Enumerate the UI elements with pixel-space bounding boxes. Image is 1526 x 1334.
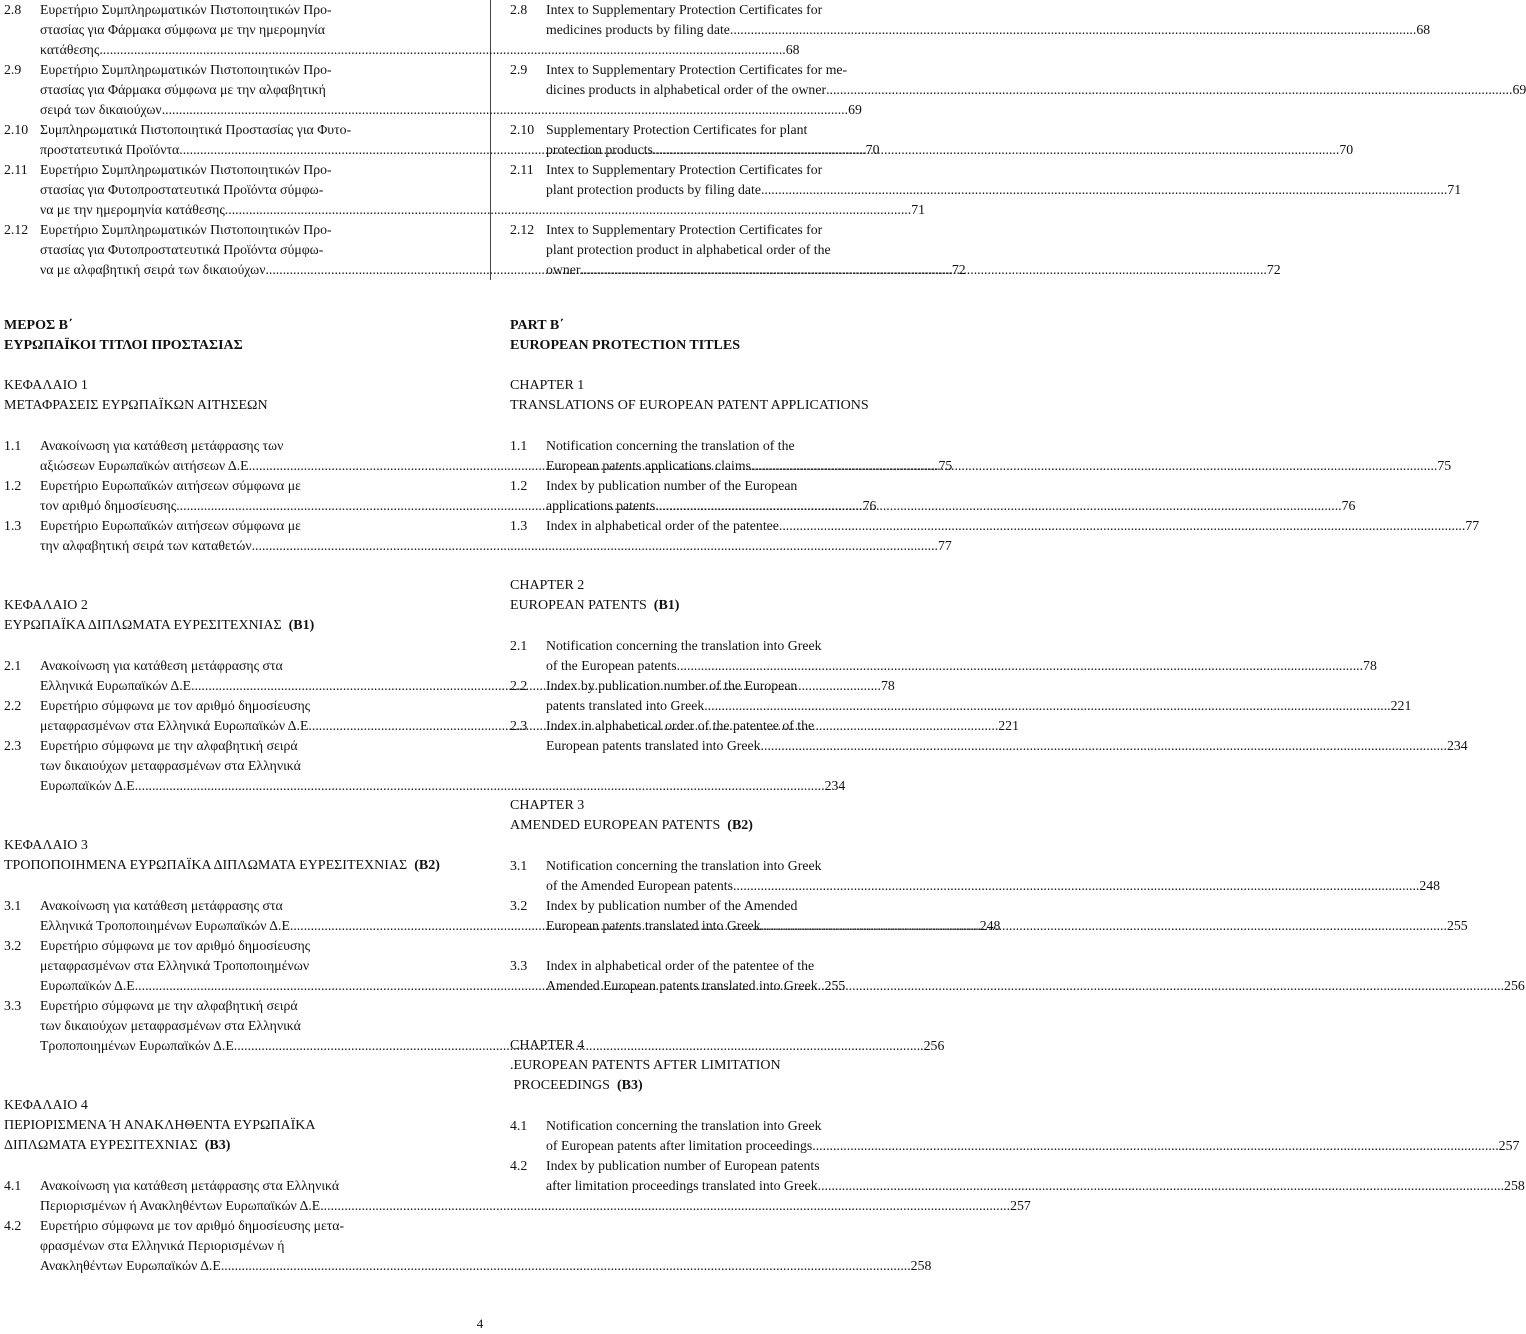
entry-text-line: of European patents after limitation proceedings xyxy=(546,1138,813,1153)
entry-page-number: 255 xyxy=(824,978,846,993)
toc-entry xyxy=(510,160,1462,200)
entry-last-line xyxy=(546,516,1480,536)
chapter-title xyxy=(4,1136,460,1156)
entry-number: 1.3 xyxy=(4,518,22,533)
entry-body xyxy=(546,676,1412,716)
entry-last-line xyxy=(40,536,952,556)
entry-number: 2.11 xyxy=(510,162,534,177)
entry-number: 1.2 xyxy=(510,478,528,493)
dot-leader xyxy=(655,496,1341,516)
entry-page-number: 78 xyxy=(880,678,895,693)
spacer xyxy=(4,1276,460,1296)
entry-page-number: 221 xyxy=(1390,698,1412,713)
entry-body xyxy=(546,60,1526,100)
chapter-label: CHAPTER 1 xyxy=(510,378,585,393)
dot-leader xyxy=(812,1136,1498,1156)
chapter-title-text: ΠΕΡΙΟΡΙΣΜΕΝΑ Ή ΑΝΑΚΛΗΘΕΝΤΑ ΕΥΡΩΠΑΪΚΑ xyxy=(4,1118,316,1133)
entry-page-number: 255 xyxy=(1446,918,1468,933)
entry-number: 4.2 xyxy=(4,1218,22,1233)
chapter-title xyxy=(510,596,962,616)
spacer xyxy=(4,1076,460,1096)
entry-text-line: Ευρετήριο Συμπληρωματικών Πιστοποιητικών Προ- xyxy=(40,2,332,17)
entry-text-line: Ευρετήριο Συμπληρωματικών Πιστοποιητικών Προ- xyxy=(40,162,332,177)
entry-page-number: 256 xyxy=(923,1038,945,1053)
page-number: 4 xyxy=(476,1316,484,1331)
entry-number: 2.1 xyxy=(510,638,528,653)
spacer xyxy=(4,1056,460,1076)
entry-page-number: 78 xyxy=(1363,658,1377,673)
spacer xyxy=(510,936,962,956)
toc-entry xyxy=(510,60,1526,100)
entry-number: 2.8 xyxy=(4,2,22,17)
entry-page-number: 68 xyxy=(1416,22,1431,37)
entry-text-line: Intex to Supplementary Protection Certificates for me- xyxy=(546,62,848,77)
entry-text-line: αξιώσεων Ευρωπαϊκών αιτήσεων Δ.Ε. xyxy=(40,458,253,473)
entry-text-line: στασίας για Φάρμακα σύμφωνα με την ημερομηνία xyxy=(40,22,326,37)
entry-body xyxy=(40,1216,932,1276)
chapter-code: (B1) xyxy=(653,598,680,613)
dot-leader xyxy=(704,696,1390,716)
spacer xyxy=(510,200,962,220)
entry-text-line: Ευρετήριο Ευρωπαϊκών αιτήσεων σύμφωνα με xyxy=(40,518,301,533)
entry-text-line: Index in alphabetical order of the patentee xyxy=(546,518,779,533)
entry-text-line: owner xyxy=(546,262,581,277)
toc-entry xyxy=(4,1216,932,1276)
toc-entry xyxy=(510,436,1452,476)
entry-text-line: Ελληνικά Τροποποιημένων Ευρωπαϊκών Δ.Ε. xyxy=(40,918,294,933)
entry-page-number: 234 xyxy=(824,778,846,793)
spacer xyxy=(510,1216,962,1236)
entry-text-line: Index in alphabetical order of the patentee of the xyxy=(546,718,815,733)
dot-leader xyxy=(224,1256,910,1276)
entry-text-line: Ευρετήριο σύμφωνα με τον αριθμό δημοσίευσης xyxy=(40,698,311,713)
entry-text-line: να με την ημερομηνία κατάθεσης xyxy=(40,202,225,217)
toc-entry xyxy=(510,1116,1520,1156)
entry-text-line: Index by publication number of the European xyxy=(546,478,798,493)
entry-last-line xyxy=(546,260,1281,280)
entry-text-line: των δικαιούχων μεταφρασμένων στα Ελληνικά xyxy=(40,758,301,773)
entry-number: 3.3 xyxy=(510,958,528,973)
chapter-label: CHAPTER 2 xyxy=(510,578,585,593)
dot-leader xyxy=(818,1176,1504,1196)
entry-page-number: 258 xyxy=(910,1258,932,1273)
entry-page-number: 76 xyxy=(862,498,877,513)
spacer xyxy=(510,756,962,776)
entry-page-number: 68 xyxy=(785,42,800,57)
part-b-english xyxy=(510,316,1525,1236)
entry-text-line: Intex to Supplementary Protection Certificates for xyxy=(546,162,823,177)
entry-last-line xyxy=(40,200,925,220)
entry-last-line xyxy=(546,1176,1525,1196)
dot-leader xyxy=(761,180,1447,200)
entry-last-line xyxy=(546,1136,1520,1156)
entry-number: 2.1 xyxy=(4,658,22,673)
entry-text-line: Notification concerning the translation into Greek xyxy=(546,858,822,873)
spacer xyxy=(510,1016,962,1036)
chapter-title-text: ΔΙΠΛΩΜΑΤΑ ΕΥΡΕΣΙΤΕΧΝΙΑΣ xyxy=(4,1138,198,1153)
entry-text-line: στασίας για Φάρμακα σύμφωνα με την αλφαβητική xyxy=(40,82,326,97)
entry-text-line: protection products xyxy=(546,142,653,157)
chapter-label: ΚΕΦΑΛΑΙΟ 2 xyxy=(4,598,88,613)
entry-text-line: of the Amended European patents xyxy=(546,878,733,893)
entry-text-line: Ευρετήριο Συμπληρωματικών Πιστοποιητικών Προ- xyxy=(40,222,332,237)
chapter-code: (B2) xyxy=(727,818,753,833)
entry-body xyxy=(546,636,1377,676)
entry-text-line: Ανακοίνωση για κατάθεση μετάφρασης στα xyxy=(40,898,283,913)
spacer xyxy=(510,536,962,556)
entry-last-line xyxy=(546,736,1468,756)
entry-text-line: των δικαιούχων μεταφρασμένων στα Ελληνικά xyxy=(40,1018,301,1033)
entry-page-number: 257 xyxy=(1010,1198,1031,1213)
chapter-label: CHAPTER 3 xyxy=(510,798,585,813)
chapter-code: (Β1) xyxy=(288,618,315,633)
entry-text-line: προστατευτικά Προϊόντα xyxy=(40,142,180,157)
entry-page-number: 76 xyxy=(1341,498,1356,513)
entry-text-line: European patents applications claims xyxy=(546,458,751,473)
entry-body xyxy=(546,120,1354,160)
entry-page-number: 75 xyxy=(1437,458,1452,473)
entry-body xyxy=(546,856,1441,896)
entry-text-line: Ανακοίνωση για κατάθεση μετάφρασης στα xyxy=(40,658,283,673)
entry-text-line: Τροποποιημένων Ευρωπαϊκών Δ.Ε. xyxy=(40,1038,238,1053)
dot-leader xyxy=(733,876,1419,896)
entry-text-line: σειρά των δικαιούχων xyxy=(40,102,162,117)
entry-text-line: after limitation proceedings translated into Greek xyxy=(546,1178,818,1193)
entry-last-line xyxy=(40,776,846,796)
entry-number: 2.11 xyxy=(4,162,28,177)
entry-last-line xyxy=(546,456,1452,476)
dot-leader xyxy=(677,656,1363,676)
entry-text-line: Συμπληρωματικά Πιστοποιητικά Προστασίας για Φυτο- xyxy=(40,122,352,137)
entry-number: 1.3 xyxy=(510,518,528,533)
entry-page-number: 258 xyxy=(1504,1178,1525,1193)
spacer xyxy=(510,556,962,576)
dot-leader xyxy=(761,736,1447,756)
entry-text-line: medicines products by filing date xyxy=(546,22,730,37)
entry-page-number: 256 xyxy=(1504,978,1525,993)
entry-text-line: Περιορισμένων ή Ανακληθέντων Ευρωπαϊκών Δ.Ε. xyxy=(40,1198,324,1213)
toc-entry xyxy=(510,636,1377,676)
entry-text-line: στασίας για Φυτοπροστατευτικά Προϊόντα σύμφω- xyxy=(40,242,324,257)
entry-text-line: European patents translated into Greek xyxy=(546,738,761,753)
part-subtitle: ΕΥΡΩΠΑΪΚΟΙ ΤΙΤΛΟΙ ΠΡΟΣΤΑΣΙΑΣ xyxy=(4,338,243,353)
entry-text-line: Ελληνικά Ευρωπαϊκών Δ.Ε. xyxy=(40,678,195,693)
entry-number: 1.1 xyxy=(4,438,22,453)
entry-last-line xyxy=(546,140,1354,160)
toc-entry xyxy=(510,1156,1525,1196)
entry-number: 3.1 xyxy=(4,898,22,913)
entry-text-line: Index by publication number of European patents xyxy=(546,1158,820,1173)
entry-text-line: Intex to Supplementary Protection Certificates for xyxy=(546,222,823,237)
toc-entry xyxy=(510,220,1281,280)
entry-last-line xyxy=(546,696,1412,716)
entry-text-line: την αλφαβητική σειρά των καταθετών xyxy=(40,538,252,553)
spacer xyxy=(4,636,460,656)
entry-text-line: Notification concerning the translation of the xyxy=(546,438,795,453)
spacer xyxy=(510,776,962,796)
entry-text-line: plant protection product in alphabetical order of the xyxy=(546,242,831,257)
chapter-title-text: ΕΥΡΩΠΑΪΚΑ ΔΙΠΛΩΜΑΤΑ ΕΥΡΕΣΙΤΕΧΝΙΑΣ xyxy=(4,618,282,633)
spacer xyxy=(4,876,460,896)
chapter-title-text: ΜΕΤΑΦΡΑΣΕΙΣ ΕΥΡΩΠΑΪΚΩΝ ΑΙΤΗΣΕΩΝ xyxy=(4,398,268,413)
entry-number: 2.9 xyxy=(510,62,528,77)
entry-text-line: Ευρετήριο σύμφωνα με την αλφαβητική σειρά xyxy=(40,998,298,1013)
entry-page-number: 234 xyxy=(1446,738,1468,753)
entry-last-line xyxy=(40,40,800,60)
entry-text-line: European patents translated into Greek xyxy=(546,918,761,933)
entry-text-line: Ανακοίνωση για κατάθεση μετάφρασης στα Ελληνικά xyxy=(40,1178,340,1193)
chapter-title-text: PROCEEDINGS xyxy=(510,1078,610,1093)
entry-page-number: 248 xyxy=(1419,878,1441,893)
chapter-label: ΚΕΦΑΛΑΙΟ 3 xyxy=(4,838,88,853)
entry-body xyxy=(546,476,1356,516)
entry-number: 2.10 xyxy=(510,122,535,137)
spacer xyxy=(510,616,962,636)
entry-text-line: Ευρωπαϊκών Δ.Ε. xyxy=(40,978,139,993)
dot-leader xyxy=(818,976,1504,996)
entry-body xyxy=(546,160,1462,200)
entry-text-line: να με αλφαβητική σειρά των δικαιούχων xyxy=(40,262,266,277)
chapter-label: ΚΕΦΑΛΑΙΟ 1 xyxy=(4,378,88,393)
entry-text-line: Ανακοίνωση για κατάθεση μετάφρασης των xyxy=(40,438,284,453)
entry-text-line: στασίας για Φυτοπροστατευτικά Προϊόντα σύμφω- xyxy=(40,182,324,197)
entry-body xyxy=(546,436,1452,476)
entry-number: 2.3 xyxy=(510,718,528,733)
part-title: ΜΕΡΟΣ Β΄ xyxy=(4,318,73,333)
entry-number: 3.2 xyxy=(510,898,528,913)
entry-text-line: Notification concerning the translation into Greek xyxy=(546,1118,822,1133)
entry-text-line: Ευρετήριο Συμπληρωματικών Πιστοποιητικών Προ- xyxy=(40,62,332,77)
entry-number: 4.2 xyxy=(510,1158,528,1173)
spacer xyxy=(4,416,460,436)
entry-number: 2.8 xyxy=(510,2,528,17)
entry-number: 2.12 xyxy=(510,222,535,237)
entry-number: 1.2 xyxy=(4,478,22,493)
dot-leader xyxy=(761,916,1447,936)
chapter-label: CHAPTER 4 xyxy=(510,1038,585,1053)
spacer xyxy=(4,576,460,596)
chapter-title xyxy=(510,1076,962,1096)
dot-leader xyxy=(779,516,1465,536)
entry-number: 2.12 xyxy=(4,222,29,237)
entry-text-line: patents translated into Greek xyxy=(546,698,705,713)
spacer xyxy=(4,816,460,836)
entry-page-number: 70 xyxy=(865,142,880,157)
entry-text-line: Ευρωπαϊκών Δ.Ε. xyxy=(40,778,139,793)
entry-text-line: Ανακληθέντων Ευρωπαϊκών Δ.Ε. xyxy=(40,1258,225,1273)
chapter-title xyxy=(4,856,460,876)
part-subtitle: EUROPEAN PROTECTION TITLES xyxy=(510,338,741,353)
chapter-title xyxy=(4,616,460,636)
entry-last-line xyxy=(40,100,862,120)
entry-text-line: μεταφρασμένων στα Ελληνικά Τροποποιημένων xyxy=(40,958,310,973)
toc-top-right xyxy=(510,0,1526,290)
entry-last-line xyxy=(546,876,1441,896)
toc-entry xyxy=(510,120,1354,160)
right-column xyxy=(510,0,1526,290)
entry-text-line: applications patents xyxy=(546,498,656,513)
chapter-title xyxy=(4,396,460,416)
spacer xyxy=(510,836,962,856)
entry-number: 3.1 xyxy=(510,858,528,873)
spacer xyxy=(4,556,460,576)
entry-text-line: Supplementary Protection Certificates for plant xyxy=(546,122,808,137)
entry-body xyxy=(546,1156,1525,1196)
toc-entry xyxy=(510,856,1441,896)
dot-leader xyxy=(826,80,1512,100)
chapter-title-text: AMENDED EUROPEAN PATENTS xyxy=(510,818,721,833)
chapter-code: (Β3) xyxy=(204,1138,231,1153)
entry-text-line: τον αριθμό δημοσίευσης xyxy=(40,498,177,513)
entry-text-line: κατάθεσης xyxy=(40,42,100,57)
dot-leader xyxy=(580,260,1266,280)
dot-leader xyxy=(730,20,1416,40)
entry-last-line xyxy=(546,496,1356,516)
entry-number: 2.9 xyxy=(4,62,22,77)
toc-entry xyxy=(510,956,1525,996)
chapter-title xyxy=(510,1056,962,1076)
entry-page-number: 221 xyxy=(998,718,1019,733)
entry-page-number: 248 xyxy=(979,918,1001,933)
spacer xyxy=(510,996,962,1016)
entry-text-line: Amended European patents translated into Greek xyxy=(546,978,818,993)
toc-entry xyxy=(510,476,1356,516)
entry-number: 2.10 xyxy=(4,122,29,137)
entry-last-line xyxy=(546,80,1526,100)
entry-page-number: 257 xyxy=(1498,1138,1520,1153)
chapter-title-text: .EUROPEAN PATENTS AFTER LIMITATION xyxy=(510,1058,781,1073)
entry-last-line xyxy=(546,976,1525,996)
entry-page-number: 71 xyxy=(1447,182,1462,197)
chapter-label: ΚΕΦΑΛΑΙΟ 4 xyxy=(4,1098,88,1113)
entry-number: 4.1 xyxy=(510,1118,528,1133)
chapter-title-text: EUROPEAN PATENTS xyxy=(510,598,647,613)
entry-text-line: φρασμένων στα Ελληνικά Περιορισμένων ή xyxy=(40,1238,285,1253)
entry-text-line: Ευρετήριο Ευρωπαϊκών αιτήσεων σύμφωνα με xyxy=(40,478,301,493)
toc-entry xyxy=(510,516,1480,536)
toc-entry xyxy=(510,676,1412,716)
entry-body xyxy=(546,0,1431,40)
dot-leader xyxy=(751,456,1437,476)
spacer xyxy=(4,1296,460,1316)
toc-entry xyxy=(510,0,1431,40)
chapter-code: (B3) xyxy=(616,1078,643,1093)
spacer xyxy=(510,1196,962,1216)
entry-number: 4.1 xyxy=(4,1178,22,1193)
chapter-title xyxy=(4,1116,460,1136)
entry-text-line: dicines products in alphabetical order of the owner xyxy=(546,82,827,97)
entry-last-line xyxy=(546,180,1462,200)
entry-number: 3.2 xyxy=(4,938,22,953)
entry-last-line xyxy=(40,1196,1031,1216)
entry-text-line: Ευρετήριο σύμφωνα με τον αριθμό δημοσίευσης μετα- xyxy=(40,1218,345,1233)
spacer xyxy=(4,796,460,816)
entry-page-number: 71 xyxy=(911,202,925,217)
entry-last-line xyxy=(40,1256,932,1276)
entry-text-line: Intex to Supplementary Protection Certificates for xyxy=(546,2,823,17)
spacer xyxy=(510,356,962,376)
chapter-title xyxy=(510,816,962,836)
spacer xyxy=(4,1156,460,1176)
spacer xyxy=(4,356,460,376)
entry-text-line: μεταφρασμένων στα Ελληνικά Ευρωπαϊκών Δ.Ε. xyxy=(40,718,312,733)
chapter-title-text: TRANSLATIONS OF EUROPEAN PATENT APPLICATIONS xyxy=(510,398,869,413)
entry-page-number: 69 xyxy=(1512,82,1526,97)
entry-text-line: Index in alphabetical order of the patentee of the xyxy=(546,958,815,973)
spacer xyxy=(510,40,962,60)
entry-body xyxy=(546,220,1281,280)
entry-text-line: of the European patents xyxy=(546,658,677,673)
entry-text-line: Ευρετήριο σύμφωνα με την αλφαβητική σειρά xyxy=(40,738,298,753)
entry-number: 1.1 xyxy=(510,438,528,453)
entry-page-number: 77 xyxy=(938,538,952,553)
entry-page-number: 72 xyxy=(1266,262,1281,277)
entry-text-line: plant protection products by filing date xyxy=(546,182,761,197)
entry-text-line: Ευρετήριο σύμφωνα με τον αριθμό δημοσίευσης xyxy=(40,938,311,953)
entry-body xyxy=(546,516,1480,536)
dot-leader xyxy=(653,140,1339,160)
spacer xyxy=(510,1096,962,1116)
entry-text-line: Notification concerning the translation into Greek xyxy=(546,638,822,653)
entry-page-number: 77 xyxy=(1465,518,1480,533)
chapter-title xyxy=(510,396,962,416)
entry-text-line: Index by publication number of the Amended xyxy=(546,898,798,913)
spacer xyxy=(510,100,962,120)
entry-page-number: 70 xyxy=(1339,142,1354,157)
entry-page-number: 72 xyxy=(951,262,966,277)
entry-last-line xyxy=(546,20,1431,40)
spacer xyxy=(510,416,962,436)
entry-page-number: 75 xyxy=(938,458,953,473)
entry-number: 2.2 xyxy=(4,698,22,713)
entry-number: 2.3 xyxy=(4,738,22,753)
entry-last-line xyxy=(546,656,1377,676)
entry-page-number: 69 xyxy=(848,102,862,117)
entry-body xyxy=(546,956,1525,996)
entry-number: 2.2 xyxy=(510,678,528,693)
chapter-code: (Β2) xyxy=(414,858,440,873)
part-title: PART B΄ xyxy=(510,318,564,333)
entry-text-line: Index by publication number of the European xyxy=(546,678,798,693)
chapter-title-text: ΤΡΟΠΟΠΟΙΗΜΕΝΑ ΕΥΡΩΠΑΪΚΑ ΔΙΠΛΩΜΑΤΑ ΕΥΡΕΣΙΤΕΧΝΙΑΣ xyxy=(4,858,408,873)
entry-number: 3.3 xyxy=(4,998,22,1013)
entry-body xyxy=(546,1116,1520,1156)
